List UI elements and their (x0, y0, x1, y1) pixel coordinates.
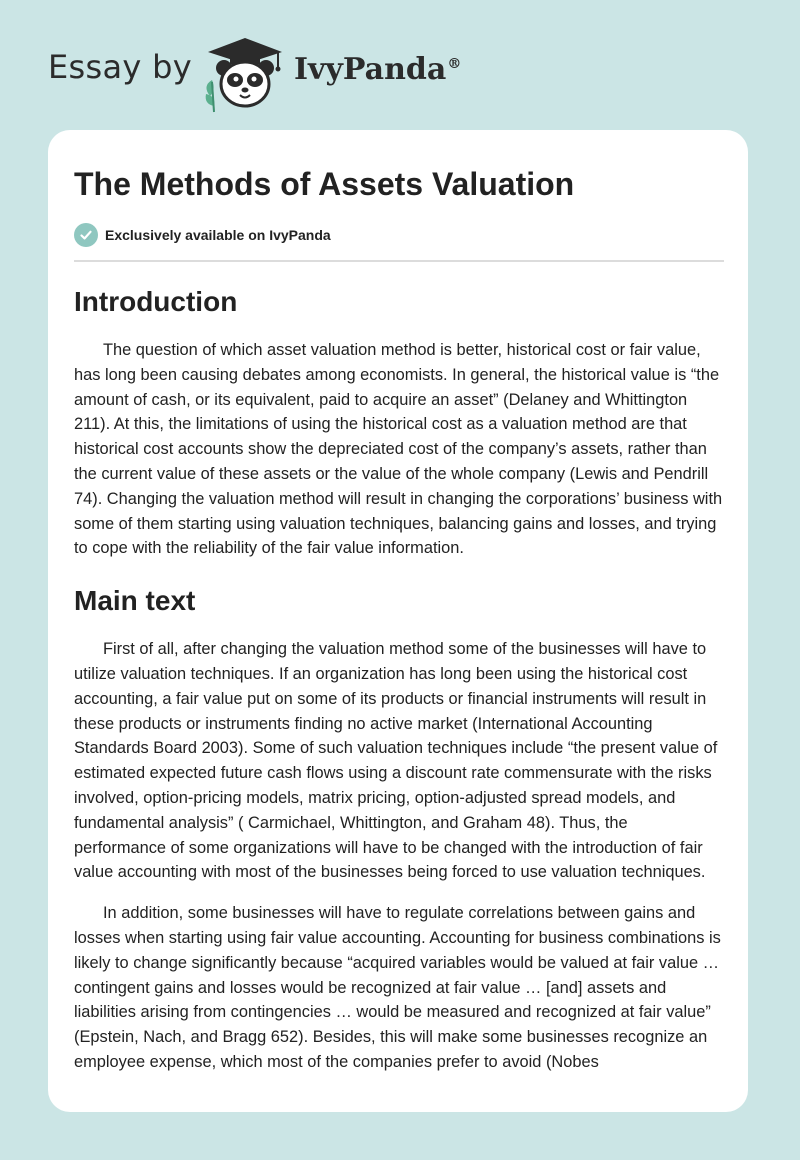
brand-name[interactable] (294, 52, 461, 87)
trademark-symbol: ® (447, 56, 462, 72)
section-heading-main-text: Main text (74, 585, 196, 617)
section-heading-introduction: Introduction (74, 286, 238, 317)
site-header (0, 0, 800, 130)
paragraph: First of all, after changing the valuation method some of the businesses will have to utilize valuation techniques. If an organization has long been using the historical cost accounting, a fair value put on some of its products or financial instruments will result in these products or instruments finding no active market (International Accounting Standards Board 2003). Some of such valuation techniques include “the present value of estimated expected future cash flows using a discount rate commensurate with the risks involved, option-pricing models, matrix pricing, option-adjusted spread models, and fundamental analysis” ( Carmichael, Whittington, and Graham 48). Thus, the performance of some organizations will have to be changed with the introduction of fair value accounting with most of the businesses being forced to use valuation techniques. (74, 640, 718, 882)
panda-mascot-icon (200, 34, 290, 114)
exclusive-badge (74, 222, 724, 248)
paragraph: The question of which asset valuation method is better, historical cost or fair value, has long been causing debates among economists. In general, the historical value is “the amount of cash, or its equivalent, paid to acquire an asset” (Delaney and Whittington 211). At this, the limitations of using the historical cost as a valuation method are that historical cost accounts show the depreciated cost of the company’s assets, rather than the current value of these assets or the value of the whole company (Lewis and Pendrill 74). Changing the valuation method will result in changing the corporations’ business with some of them starting using valuation techniques, balancing gains and losses, and trying to cope with the reliability of the fair value information. (74, 341, 723, 558)
ivypanda-logo[interactable] (200, 34, 290, 114)
essay-content (74, 164, 724, 1075)
check-icon (74, 223, 98, 247)
essay-by-label: Essay by (48, 48, 192, 86)
essay-title: The Methods of Assets Valuation (74, 166, 575, 202)
essay-card (48, 130, 748, 1112)
brand-text: IvyPanda (294, 52, 447, 87)
badge-label: Exclusively available on IvyPanda (105, 227, 331, 243)
title-divider (74, 260, 724, 262)
paragraph: In addition, some businesses will have to regulate correlations between gains and losses when starting using fair value accounting. Accounting for business combinations is likely to change significantly because “acquired variables would be valued at fair value … contingent gains and losses would be recognized at fair value … [and] assets and liabilities arising from contingencies … would be measured and recognized at fair value” (Epstein, Nach, and Bragg 652). Besides, this will make some businesses recognize an employee expense, which most of the companies prefer to avoid (Nobes (74, 904, 721, 1071)
